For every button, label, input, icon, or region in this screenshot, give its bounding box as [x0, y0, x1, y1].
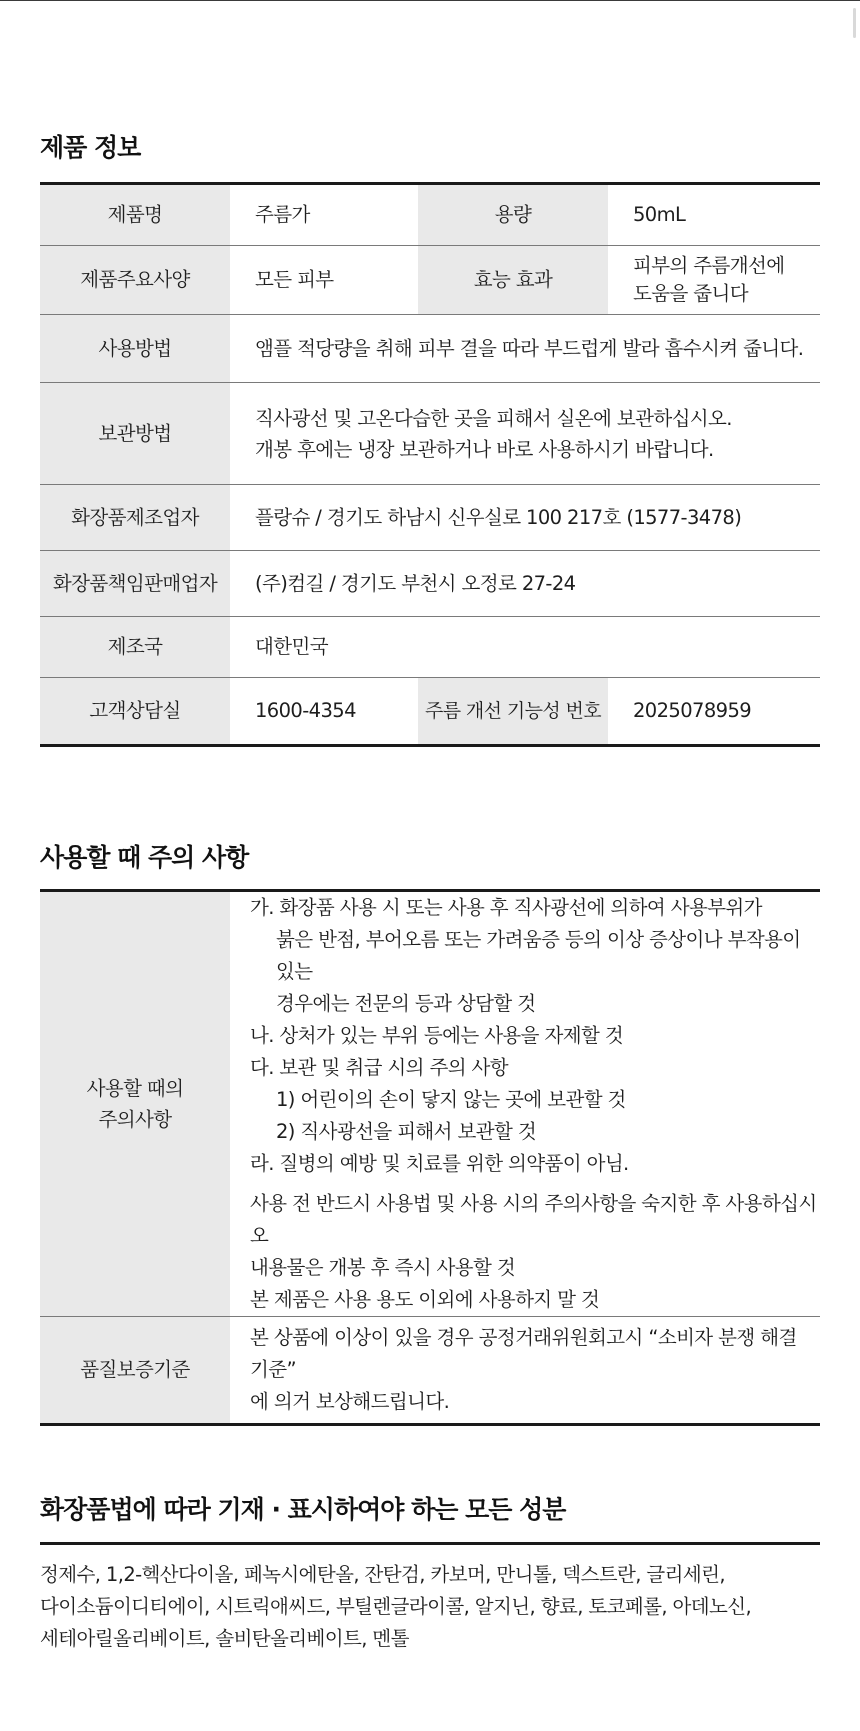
- value-volume: 50mL: [633, 203, 686, 227]
- product-info-table: [40, 182, 820, 747]
- label-efficacy: 효능 효과: [418, 246, 608, 315]
- label-country: 제조국: [40, 617, 230, 678]
- label-storage: 보관방법: [40, 383, 230, 485]
- value-usage: 앰플 적당량을 취해 피부 결을 따라 부드럽게 발라 흡수시켜 줍니다.: [255, 336, 804, 360]
- caution-line: 나. 상처가 있는 부위 등에는 사용을 자제할 것: [250, 1024, 624, 1047]
- caution-section: [40, 841, 820, 875]
- value-wrinkle-number: 2025078959: [633, 699, 752, 723]
- product-info-section: [40, 131, 820, 165]
- caution-line: 라. 질병의 예방 및 치료를 위한 의약품이 아님.: [250, 1152, 629, 1175]
- caution-title: 사용할 때 주의 사항: [40, 843, 249, 872]
- value-efficacy: 피부의 주름개선에 도움을 줍니다: [633, 253, 785, 305]
- table-row: [40, 485, 820, 551]
- value-country: 대한민국: [255, 635, 328, 659]
- ingredients-list-wrap: [40, 1542, 820, 1655]
- label-manufacturer: 화장품제조업자: [40, 485, 230, 551]
- product-info-title: 제품 정보: [40, 133, 141, 162]
- label-customer-service: 고객상담실: [40, 678, 230, 746]
- caution-line: 내용물은 개봉 후 즉시 사용할 것: [250, 1256, 516, 1279]
- caution-table: [40, 889, 820, 1426]
- label-quality: 품질보증기준: [40, 1317, 230, 1425]
- table-row: [40, 246, 820, 315]
- value-seller: (주)컴길 / 경기도 부천시 오정로 27-24: [255, 571, 576, 595]
- table-row: [40, 678, 820, 746]
- value-manufacturer: 플랑슈 / 경기도 하남시 신우실로 100 217호 (1577-3478): [255, 505, 742, 529]
- label-seller: 화장품책임판매업자: [40, 551, 230, 617]
- caution-content: [230, 891, 820, 1317]
- scrollbar[interactable]: [853, 8, 856, 38]
- label-wrinkle-number: 주름 개선 기능성 번호: [418, 678, 608, 746]
- label-product-name: 제품명: [40, 184, 230, 246]
- ingredients-title: 화장품법에 따라 기재 · 표시하여야 하는 모든 성분: [40, 1495, 566, 1524]
- ingredients-section: [40, 1493, 820, 1527]
- label-caution: 사용할 때의 주의사항: [40, 891, 230, 1317]
- label-usage: 사용방법: [40, 315, 230, 383]
- value-quality: 본 상품에 이상이 있을 경우 공정거래위원회고시 “소비자 분쟁 해결 기준” 에 의거 보상해드립니다.: [250, 1326, 797, 1413]
- label-main-spec: 제품주요사양: [40, 246, 230, 315]
- caution-line: 본 제품은 사용 용도 이외에 사용하지 말 것: [250, 1288, 600, 1311]
- caution-line: 붉은 반점, 부어오름 또는 가려움증 등의 이상 증상이나 부작용이 있는: [276, 928, 801, 983]
- top-border: [0, 0, 860, 1]
- caution-line: 사용 전 반드시 사용법 및 사용 시의 주의사항을 숙지한 후 사용하십시오: [250, 1192, 817, 1247]
- table-row: [40, 617, 820, 678]
- value-storage: 직사광선 및 고온다습한 곳을 피해서 실온에 보관하십시오. 개봉 후에는 냉장 보관하거나 바로 사용하시기 바랍니다.: [255, 406, 732, 461]
- caution-line: 가. 화장품 사용 시 또는 사용 후 직사광선에 의하여 사용부위가: [250, 896, 762, 919]
- ingredients-list: 정제수, 1,2-헥산다이올, 페녹시에탄올, 잔탄검, 카보머, 만니톨, 덱스트란, 글리세린, 다이소듐이디티에이, 시트릭애씨드, 부틸렌글라이콜, 알지닌, 향료, 토코페롤, 아데노신, 세테아릴올리베이트, 솔비탄올리베이트, 멘톨: [40, 1563, 752, 1650]
- table-row: [40, 1317, 820, 1425]
- table-row: [40, 891, 820, 1317]
- value-customer-service: 1600-4354: [255, 699, 356, 723]
- table-row: [40, 551, 820, 617]
- table-row: [40, 383, 820, 485]
- caution-line: 2) 직사광선을 피해서 보관할 것: [276, 1120, 537, 1143]
- caution-line: 1) 어린이의 손이 닿지 않는 곳에 보관할 것: [276, 1088, 626, 1111]
- table-row: [40, 184, 820, 246]
- label-volume: 용량: [418, 184, 608, 246]
- product-info-table-wrap: [40, 182, 820, 747]
- caution-line: 경우에는 전문의 등과 상담할 것: [276, 992, 536, 1015]
- caution-line: 다. 보관 및 취급 시의 주의 사항: [250, 1056, 509, 1079]
- table-row: [40, 315, 820, 383]
- caution-table-wrap: [40, 889, 820, 1426]
- value-main-spec: 모든 피부: [255, 268, 334, 292]
- value-product-name: 주름가: [255, 203, 310, 227]
